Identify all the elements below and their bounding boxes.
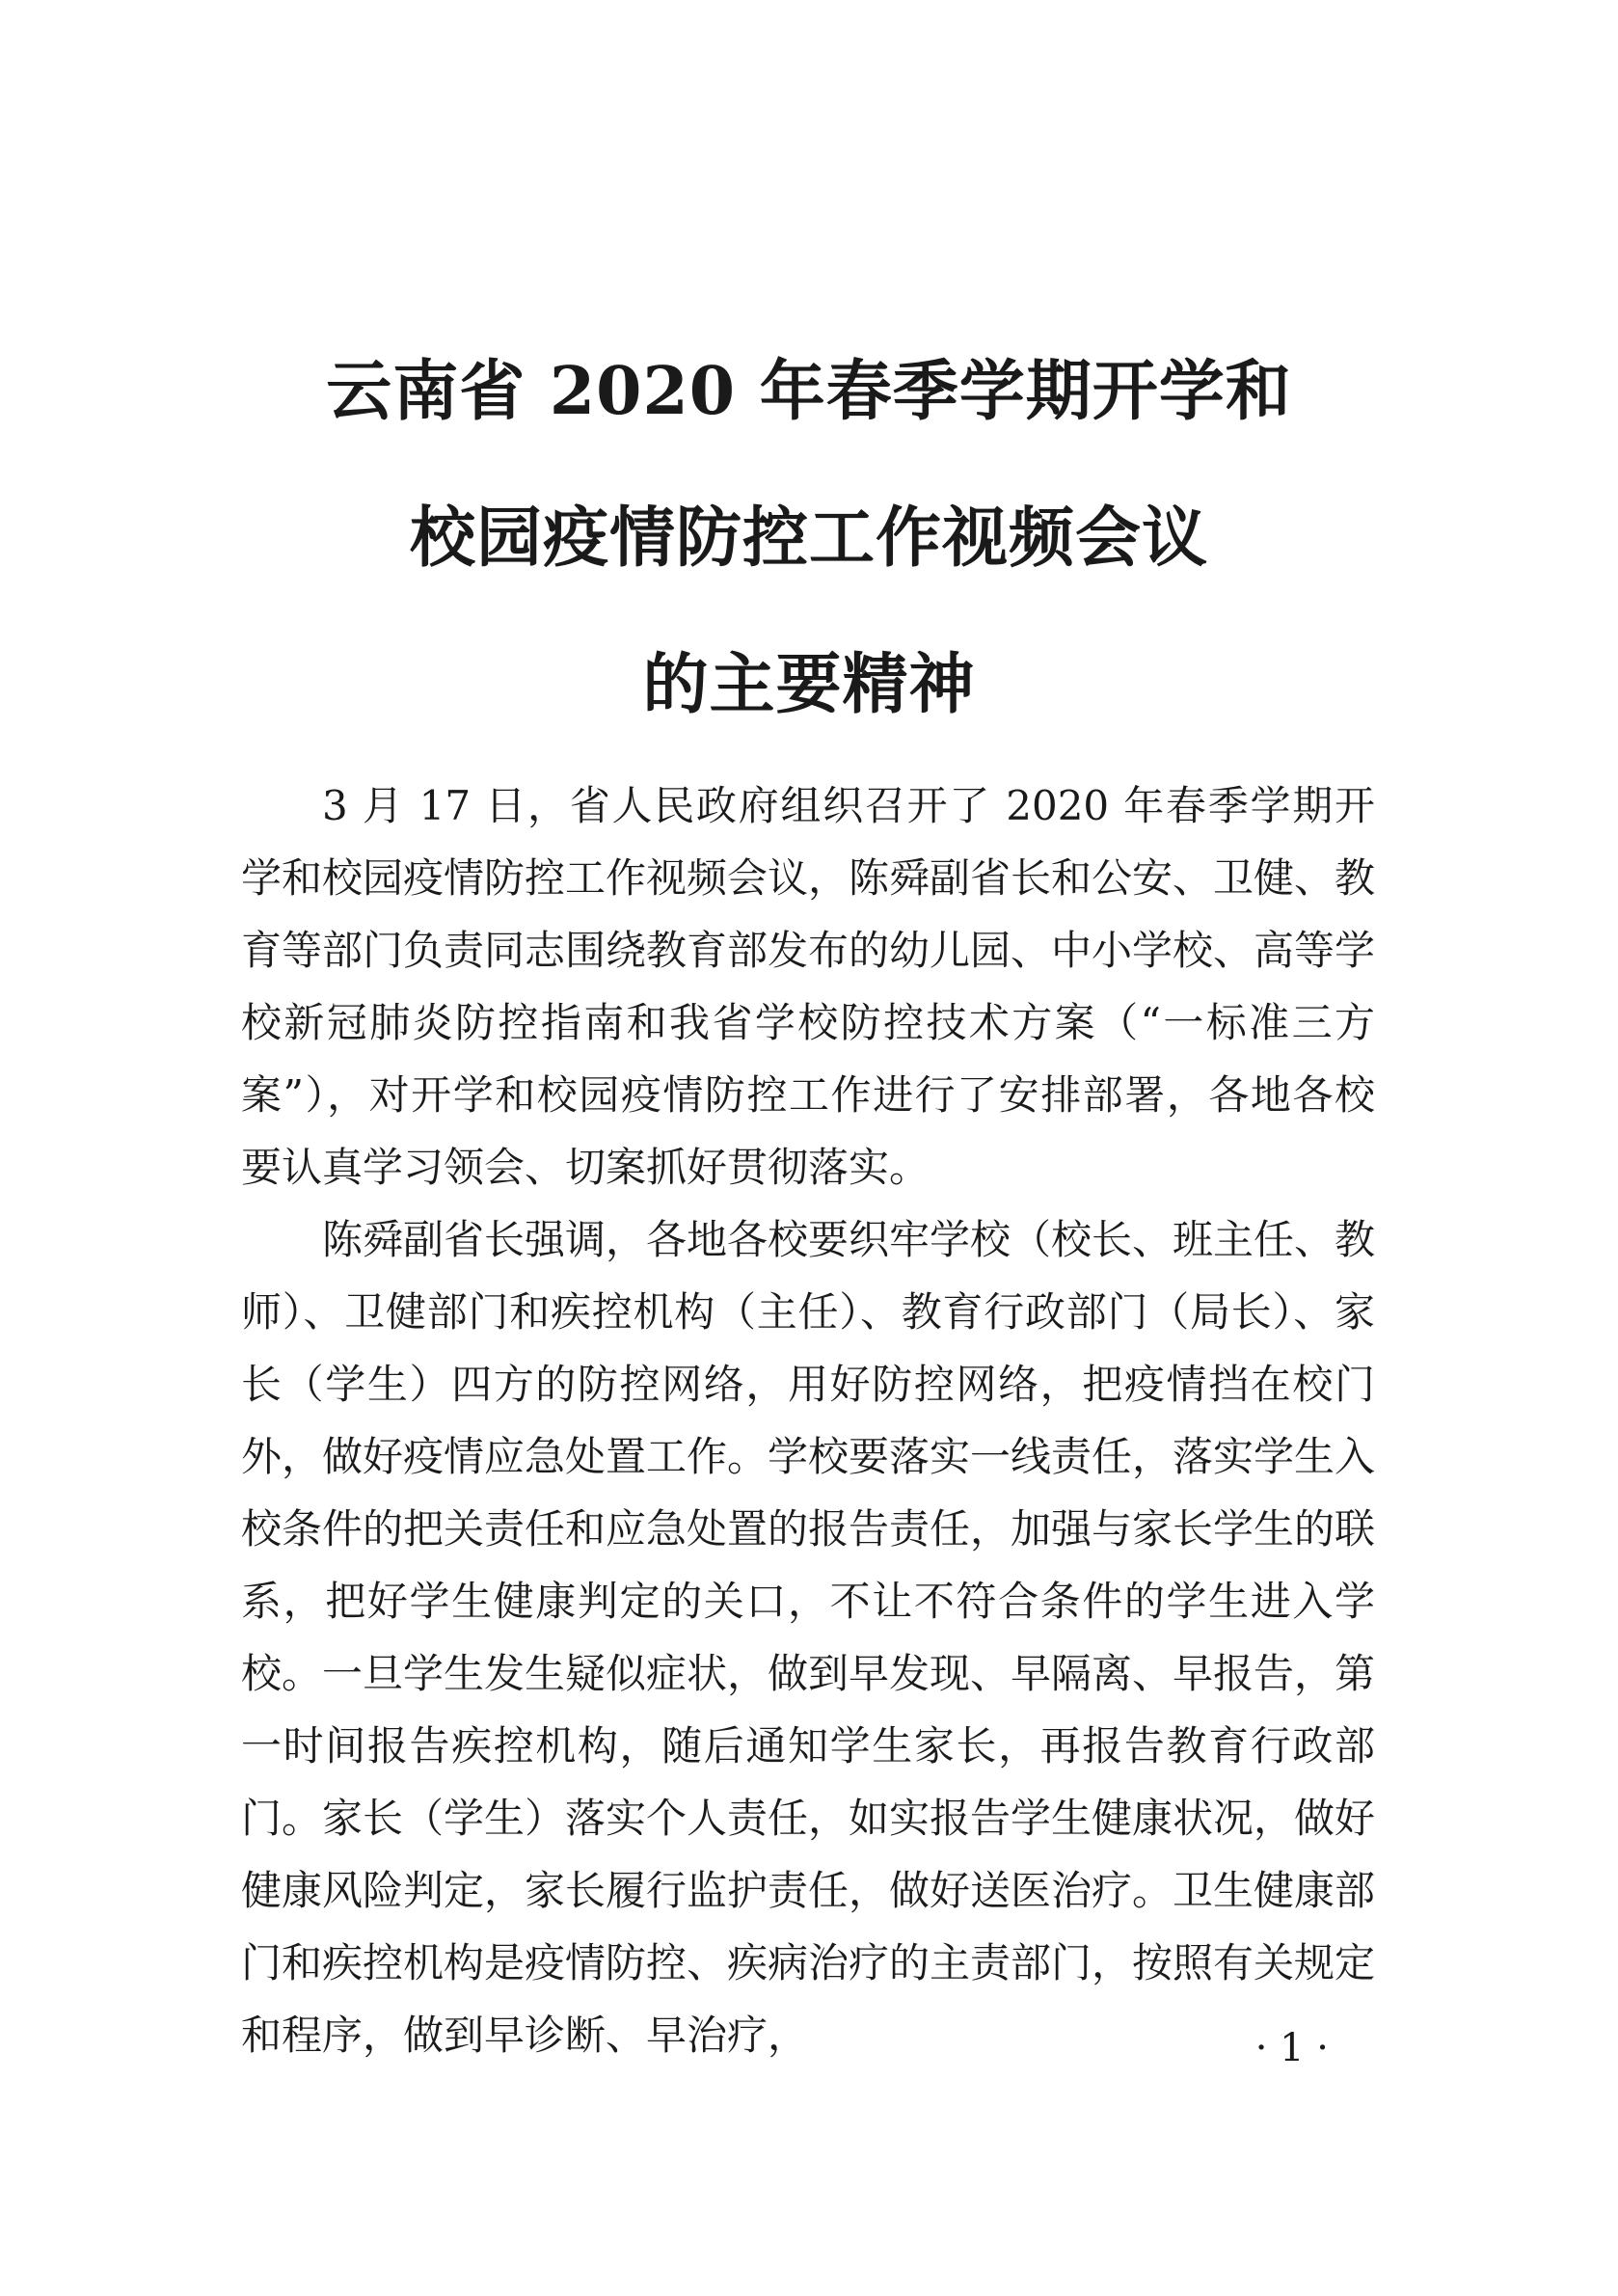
title-line-3: 的主要精神 xyxy=(642,646,976,723)
title-line-1: 云南省 2020 年春季学期开学和 xyxy=(326,353,1292,430)
title-line-2: 校园疫情防控工作视频会议 xyxy=(409,500,1208,577)
document-title xyxy=(0,353,1618,798)
paragraph-1: 3 月 17 日，省人民政府组织召开了 2020 年春季学期开学和校园疫情防控工作视频会议，陈舜副省长和公安、卫健、教育等部门负责同志围绕教育部发布的幼儿园、中小学校、高等学校新冠肺炎防控指南和我省学校防控技术方案（“一标准三方案”），对开学和校园疫情防控工作进行了安排部署，各地各校要认真学习领会、切案抓好贯彻落实。 xyxy=(241,782,1376,1191)
paragraph-2: 陈舜副省长强调，各地各校要织牢学校（校长、班主任、教师）、卫健部门和疾控机构（主任）、教育行政部门（局长）、家长（学生）四方的防控网络，用好防控网络，把疫情挡在校门外，做好疫情应急处置工作。学校要落实一线责任，落实学生入校条件的把关责任和应急处置的报告责任，加强与家长学生的联系，把好学生健康判定的关口，不让不符合条件的学生进入学校。一旦学生发生疑似症状，做到早发现、早隔离、早报告，第一时间报告疾控机构，随后通知学生家长，再报告教育行政部门。家长（学生）落实个人责任，如实报告学生健康状况，做好健康风险判定，家长履行监护责任，做好送医治疗。卫生健康部门和疾控机构是疫情防控、疾病治疗的主责部门，按照有关规定和程序，做到早诊断、早治疗， xyxy=(241,1216,1376,2059)
document-body xyxy=(241,770,1375,2071)
page-number: · 1 · xyxy=(1254,2026,1329,2070)
